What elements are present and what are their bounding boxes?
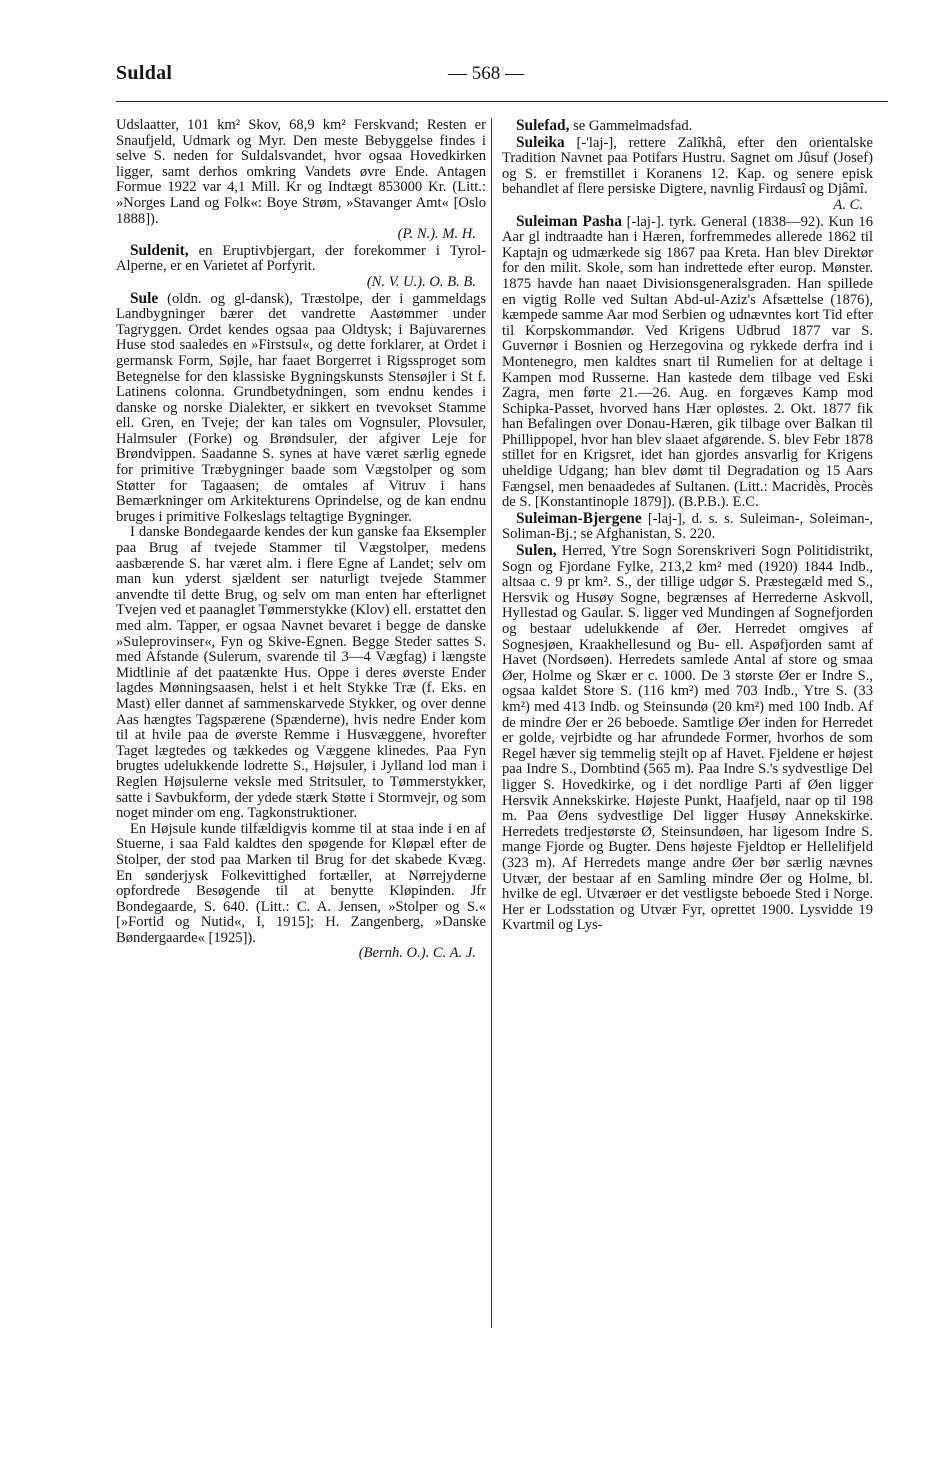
header-rule	[116, 101, 888, 102]
left-column	[116, 118, 486, 962]
suldenit-text: en Eruptivbjergart, der forekommer i Tyrol-Alperne, er en Varietet af Porfyrit.	[116, 242, 486, 275]
right-column	[502, 118, 873, 934]
entry-sulen	[502, 543, 873, 934]
sule-paragraph-2	[116, 525, 486, 821]
column-divider	[491, 118, 492, 1328]
suldal-signature: (P. N.). M. H.	[397, 226, 476, 243]
headword-sule: Sule	[130, 289, 159, 307]
suldenit-signature: (N. V. U.). O. B. B.	[366, 273, 476, 290]
sule-paragraph-2-text: I danske Bondegaarde kendes der kun ganske faa Eksempler paa Brug af tvejede Stammer til Vægstolper, medens aasbærende S. har været alm. i flere Egne af Landet; selv om man kun yderst sjældent ser naturligt tvejede Stammer anvendte til dette Brug, og selv om man enten har efterlignet Tvejen ved et paanaglet Tømmerstykke (Klov) ell. erstattet den med alm. Tapper, er ogsaa Navnet bevaret i begge de danske »Suleprovinser«, Fyn og Skive-Egnen. Begge Steder sattes S. med Afstande (Sulerum, svarende til 3—4 Vægfag) i længste Midtlinie af det paatænkte Hus. Oppe i deres øverste Ender lagdes Mønningsaasen, helst i et helt Stykke Træ (f. Eks. en Mast) eller dannet af sammenskarvede Stykker, og over denne Aas hængtes Tagspærene (Spænderne), hvis nedre Ender kom til at hvile paa de øverste Remme i Husvæggene, hvorefter Taget lægtedes og tækkedes og Væggene klinedes. Paa Fyn brugtes udelukkende lodrette S., Højsuler, i Jylland lod man i Reglen Højsulerne veksle med Stritsuler, to Tømmerstykker, satte i Savbukform, der ydede stærk Støtte i Stormvejr, og som noget minder om eng. Tagkonstruktioner.	[116, 524, 486, 822]
sule-signature: (Bernh. O.). C. A. J.	[358, 945, 476, 962]
headword-sulen: Sulen,	[516, 542, 557, 560]
suleika-text: [-'laj-], rettere Zalîkhâ, efter den orientalske Tradition Navnet paa Potifars Hustru. Sagnet om Jûsuf (Josef) og S. er fremstillet i Koranens 12. Kap. og senere episk behandlet af flere persiske Digtere, navnlig Firdausî og Djâmî.	[502, 134, 873, 198]
headword-suleika: Suleika	[516, 133, 565, 151]
headword-sulefad: Sulefad,	[516, 117, 570, 134]
headword-suldenit: Suldenit,	[130, 241, 189, 259]
sule-paragraph-3	[116, 822, 486, 947]
page-number: — 568 —	[448, 63, 524, 84]
page-header	[116, 62, 886, 92]
suleiman-pasha-text: [-laj-]. tyrk. General (1838—92). Kun 16 Aar gl indtraadte han i Hæren, forfremmedes allerede 1862 til Kaptajn og udmærkede sig 1867 paa Kreta. Han blev Direktør for den milit. Skole, som han indrettede efter europ. Mønster. 1875 havde han naaet Divisionsgeneralsgraden. Han spillede en vigtig Rolle ved Sultan Abd-ul-Aziz's Afsættelse (1876), kæmpede samme Aar mod Serbien og udnævntes kort Tid efter til Korpskommandør. Ved Krigens Udbrud 1877 var S. Guvernør i Bosnien og Herzegovina og rykkede derfra ind i Montenegro, men kaldtes snart til Rumelien for at deltage i Kampen mod Russerne. Han kastede dem tilbage ved Eski Zagra, men førte 21.—26. Aug. en forgæves Kamp mod Schipka-Passet, hvorved hans Hær opløstes. 2. Okt. 1877 fik han Befalingen over Donau-Hæren, gik tilbage over Balkan til Phillippopel, hvor han blev slaaet afgørende. S. blev Febr 1878 stillet for en Krigsret, idet han gjordes ansvarlig for Krigens uheldige Udgang; han blev dømt til Degradation og 15 Aars Fængsel, men benaadedes af Sultanen. (Litt.: Macridès, Procès de S. [Konstantinople 1879]). (B.P.B.). E.C.	[502, 213, 873, 511]
suleika-signature: A. C.	[833, 196, 863, 213]
running-head: Suldal	[116, 62, 173, 84]
entry-suleika	[502, 135, 873, 198]
entry-sule	[116, 291, 486, 526]
entry-suleiman-pasha	[502, 214, 873, 511]
suleiman-bjergene-text: [-laj-], d. s. s. Suleiman-, Soleiman-, Soliman-Bj.; se Afghanistan, S. 220.	[502, 510, 873, 543]
sule-text: (oldn. og gl-dansk), Træstolpe, der i gammeldags Landbygninger bærer det vandrette Aastømmer under Tagryggen. Ordet kendes ogsaa paa Oldtysk; i Bajuvarernes Huse stod saaledes en »Firstsul«, og dette forklarer, at Ordet i germansk Form, Søjle, har faaet Borgerret i Rigssproget som Betegnelse for den klassiske Bygningskunsts Stensøjler i St f. Latinens colonna. Grundbetydningen, som endnu kendes i danske og norske Dialekter, er sikkert en tvevokset Stamme ell. Gren, en Tveje; der kan tales om Vognsuler, Plovsuler, Halmsuler (Forke) og Brøndsuler, der afgiver Leje for Brøndvippen. Saadanne S. synes at have været særlig egnede for primitive Træbygninger baade som Vægstolper og som Støtter for Tagaasen; de omtales af Vitruv i hans Bemærkninger om Arkitekturens Oprindelse, og de kan endnu bruges i primitive Folkeslags teltagtige Bygninger.	[116, 290, 486, 525]
sulen-text: Herred, Ytre Sogn Sorenskriveri Sogn Politidistrikt, Sogn og Fjordane Fylke, 213,2 km² med (1920) 1844 Indb., altsaa c. 9 pr km². S., der tillige udgør S. Præstegæld med S., Hersvik og Husøy Sogne, begrænses af Herrederne Askvoll, Hyllestad og Gaular. S. ligger ved Mundingen af Sognefjorden og bestaar udelukkende af Øer. Herredet omgives af Sognesjøen, Kraakhellesund og Bu- ell. Aspøfjorden samt af Havet (Nordsøen). Herredets samlede Antal af store og smaa Øer, Holme og Skær er c. 1000. De 3 største Øer er Indre S., ogsaa kaldet Store S. (116 km²) med 703 Indb., Ytre S. (33 km²) med 413 Indb. og Steinsundø (20 km²) med 100 Indb. Af de mindre Øer er 26 beboede. Samtlige Øer inden for Herredet er golde, vejrbidte og har afrundede Former, hvorhos de som Regel hæver sig temmelig stejlt op af Havet. Fjeldene er højest paa Indre S., Dombtind (565 m). Paa Indre S.'s sydvestlige Del ligger S. Hovedkirke, og i det nordlige Parti af Øen ligger Hersvik Annekskirke. Højeste Punkt, Haafjeld, naar op til 198 m. Paa Øens sydvestlige Del ligger Husøy Annekskirke. Herredets tredjestørste Ø, Steinsundøen, har ligesom Indre S. mange Fjorde og Bugter. Dens højeste Fjeldtop er Hellelifjeld (323 m). Af Herredets mange andre Øer bør særlig nævnes Utvær, der bestaar af en Samling mindre Øer og Holme, bl. hvilke de egl. Utværøer er det vestligste beboede Sted i Norge. Her er Lodsstation og Utvær Fyr, oprettet 1900. Lysvidde 19 Kvartmil og Lys-	[502, 543, 873, 934]
entry-suldenit	[116, 243, 486, 275]
suldal-continuation	[116, 118, 486, 227]
headword-suleiman-bjergene: Suleiman-Bjergene	[516, 509, 642, 527]
headword-suleiman-pasha: Suleiman Pasha	[516, 212, 622, 230]
suldal-text: Udslaatter, 101 km² Skov, 68,9 km² Ferskvand; Resten er Snaufjeld, Udmark og Myr. Den meste Bebyggelse findes i selve S. neden for Suldalsvandet, hvor ogsaa Hovedkirken ligger, samt derhos omkring Vandets øvre Ende. Antagen Formue 1922 var 4,1 Mill. Kr og Indtægt 853000 Kr. (Litt.: »Norges Land og Folk«: Boye Strøm, »Stavanger Amt« [Oslo 1888]).	[116, 117, 486, 227]
sule-paragraph-3-text: En Højsule kunde tilfældigvis komme til at staa inde i en af Stuerne, i saa Fald kaldtes den spøgende for Kløpæl efter de Stolper, der stod paa Marken til Brug for det skabede Kvæg. En sønderjysk Folkevittighed fortæller, at Nørrejyderne opfordrede Besøgende til at benytte Kløpinden. Jfr Bondegaarde, S. 640. (Litt.: C. A. Jensen, »Stolper og S.« [»Fortid og Nutid«, I, 1915]; H. Zangenberg, »Danske Bøndergaarde« [1925]).	[116, 820, 486, 946]
entry-sulefad	[502, 118, 873, 135]
entry-suleiman-bjergene	[502, 511, 873, 543]
sulefad-text: se Gammelmadsfad.	[569, 118, 693, 134]
